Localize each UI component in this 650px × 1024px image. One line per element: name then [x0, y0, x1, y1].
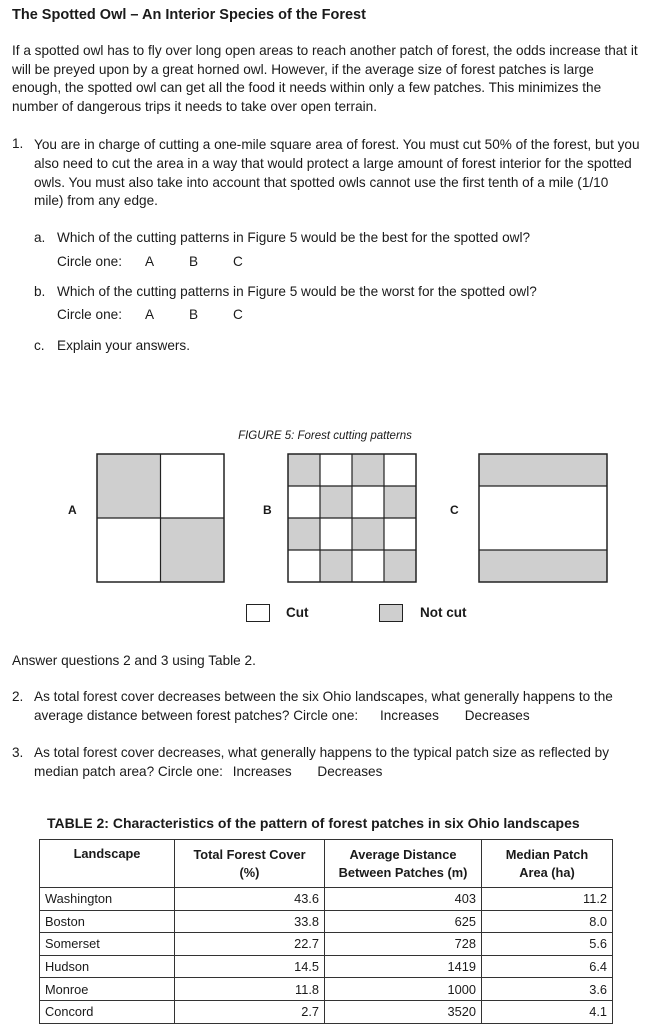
table-row — [40, 955, 613, 978]
question-3-text: As total forest cover decreases, what generally happens to the typical patch size as reflected by median patch area? Circle one: — [34, 745, 610, 779]
cell-forest-cover: 33.8 — [175, 910, 325, 933]
cell-median-area: 11.2 — [482, 888, 613, 911]
pattern-a — [96, 453, 225, 583]
question-3-block — [34, 744, 638, 782]
question-1c-label: c. — [34, 338, 45, 353]
cell-landscape: Concord — [40, 1000, 175, 1023]
pattern-b-cell — [288, 486, 320, 518]
header-total-forest-cover: Total Forest Cover (%) — [175, 840, 325, 888]
pattern-b-cell — [320, 454, 352, 486]
cell-forest-cover: 2.7 — [175, 1000, 325, 1023]
table-row — [40, 1000, 613, 1023]
pattern-b-cell — [320, 486, 352, 518]
question-3-option-increases[interactable]: Increases — [232, 763, 292, 779]
pattern-b-cell — [384, 454, 416, 486]
pattern-b-cell — [352, 518, 384, 550]
question-2-number: 2. — [12, 689, 24, 704]
instruction-text: Answer questions 2 and 3 using Table 2. — [12, 653, 256, 668]
pattern-a-cell — [161, 454, 225, 518]
cell-average-distance: 403 — [325, 888, 482, 911]
cell-average-distance: 1419 — [325, 955, 482, 978]
forest-patch-table — [39, 839, 613, 1024]
circle-one-label: Circle one: — [57, 254, 122, 269]
cell-average-distance: 728 — [325, 933, 482, 956]
pattern-b-cell — [288, 518, 320, 550]
cell-landscape: Hudson — [40, 955, 175, 978]
pattern-b-cell — [320, 518, 352, 550]
question-1a-circle-row — [0, 254, 650, 274]
header-landscape: Landscape — [40, 840, 175, 888]
pattern-a-cell — [97, 454, 161, 518]
page-title: The Spotted Owl – An Interior Species of the Forest — [12, 7, 366, 23]
circle-one-label: Circle one: — [57, 307, 122, 322]
pattern-b-cell — [352, 550, 384, 582]
table-header-row — [40, 840, 613, 888]
table-title: TABLE 2: Characteristics of the pattern of forest patches in six Ohio landscapes — [47, 815, 580, 831]
cell-forest-cover: 22.7 — [175, 933, 325, 956]
legend-not-cut-label: Not cut — [420, 605, 467, 620]
question-1-text: You are in charge of cutting a one-mile square area of forest. You must cut 50% of the forest, but you also need to cut the area in a way that would protect a large amount of forest interior for the spotted owls. You must also take into account that spotted owls cannot use the first tenth of a mile (1/10 mile) from any edge. — [34, 137, 640, 209]
pattern-c-band-top — [479, 454, 607, 486]
header-median-patch-area: Median Patch Area (ha) — [482, 840, 613, 888]
cell-median-area: 6.4 — [482, 955, 613, 978]
pattern-c — [478, 453, 608, 583]
cell-forest-cover: 14.5 — [175, 955, 325, 978]
pattern-c-band-bottom — [479, 550, 607, 582]
cell-average-distance: 1000 — [325, 978, 482, 1001]
question-1a-text: Which of the cutting patterns in Figure 5 would be the best for the spotted owl? — [57, 230, 531, 245]
cell-landscape: Somerset — [40, 933, 175, 956]
pattern-b-cell — [288, 454, 320, 486]
question-1b-circle-row — [0, 307, 650, 327]
legend-not-cut-swatch — [379, 604, 403, 622]
cell-landscape: Washington — [40, 888, 175, 911]
cell-median-area: 5.6 — [482, 933, 613, 956]
table-row — [40, 888, 613, 911]
cell-forest-cover: 43.6 — [175, 888, 325, 911]
question-2-option-increases[interactable]: Increases — [379, 707, 439, 723]
cell-average-distance: 3520 — [325, 1000, 482, 1023]
pattern-b — [287, 453, 417, 583]
pattern-a-cell — [161, 518, 225, 582]
pattern-c-band-middle — [479, 486, 607, 550]
question-2-text: As total forest cover decreases between the six Ohio landscapes, what generally happens to the average distance between forest patches? Circle one: — [34, 689, 613, 723]
figure-title: FIGURE 5: Forest cutting patterns — [238, 430, 412, 442]
question-2-option-decreases[interactable]: Decreases — [464, 707, 530, 723]
pattern-b-cell — [384, 550, 416, 582]
option-b[interactable]: B — [189, 254, 199, 269]
table-row — [40, 978, 613, 1001]
legend-cut-label: Cut — [286, 605, 309, 620]
cell-median-area: 4.1 — [482, 1000, 613, 1023]
pattern-b-cell — [320, 550, 352, 582]
question-1a-label: a. — [34, 230, 46, 245]
cell-median-area: 8.0 — [482, 910, 613, 933]
pattern-b-cell — [352, 486, 384, 518]
option-c[interactable]: C — [233, 307, 243, 322]
option-a[interactable]: A — [145, 307, 155, 322]
pattern-b-cell — [288, 550, 320, 582]
question-3-number: 3. — [12, 745, 24, 760]
option-b[interactable]: B — [189, 307, 199, 322]
question-1b-text: Which of the cutting patterns in Figure 5 would be the worst for the spotted owl? — [57, 284, 537, 299]
cell-forest-cover: 11.8 — [175, 978, 325, 1001]
pattern-b-cell — [352, 454, 384, 486]
option-a[interactable]: A — [145, 254, 155, 269]
cell-landscape: Monroe — [40, 978, 175, 1001]
cell-median-area: 3.6 — [482, 978, 613, 1001]
table-row — [40, 910, 613, 933]
question-2-block — [34, 688, 638, 726]
cell-average-distance: 625 — [325, 910, 482, 933]
figure-label-a: A — [68, 503, 77, 517]
figure-label-c: C — [450, 503, 459, 517]
question-1-number: 1. — [12, 136, 24, 151]
header-average-distance: Average Distance Between Patches (m) — [325, 840, 482, 888]
question-3-option-decreases[interactable]: Decreases — [317, 763, 383, 779]
figure-label-b: B — [263, 503, 272, 517]
question-1b-label: b. — [34, 284, 46, 299]
pattern-b-cell — [384, 486, 416, 518]
pattern-b-cell — [384, 518, 416, 550]
cell-landscape: Boston — [40, 910, 175, 933]
option-c[interactable]: C — [233, 254, 243, 269]
table-row — [40, 933, 613, 956]
pattern-a-cell — [97, 518, 161, 582]
intro-paragraph: If a spotted owl has to fly over long open areas to reach another patch of forest, the odds increase that it will be preyed upon by a great horned owl. However, if the average size of forest patches is large enough, the spotted owl can get all the food it needs within only a few patches. This minimizes the number of dangerous trips it needs to take over open terrain. — [12, 43, 638, 114]
question-1c-text: Explain your answers. — [57, 338, 190, 353]
legend-cut-swatch — [246, 604, 270, 622]
